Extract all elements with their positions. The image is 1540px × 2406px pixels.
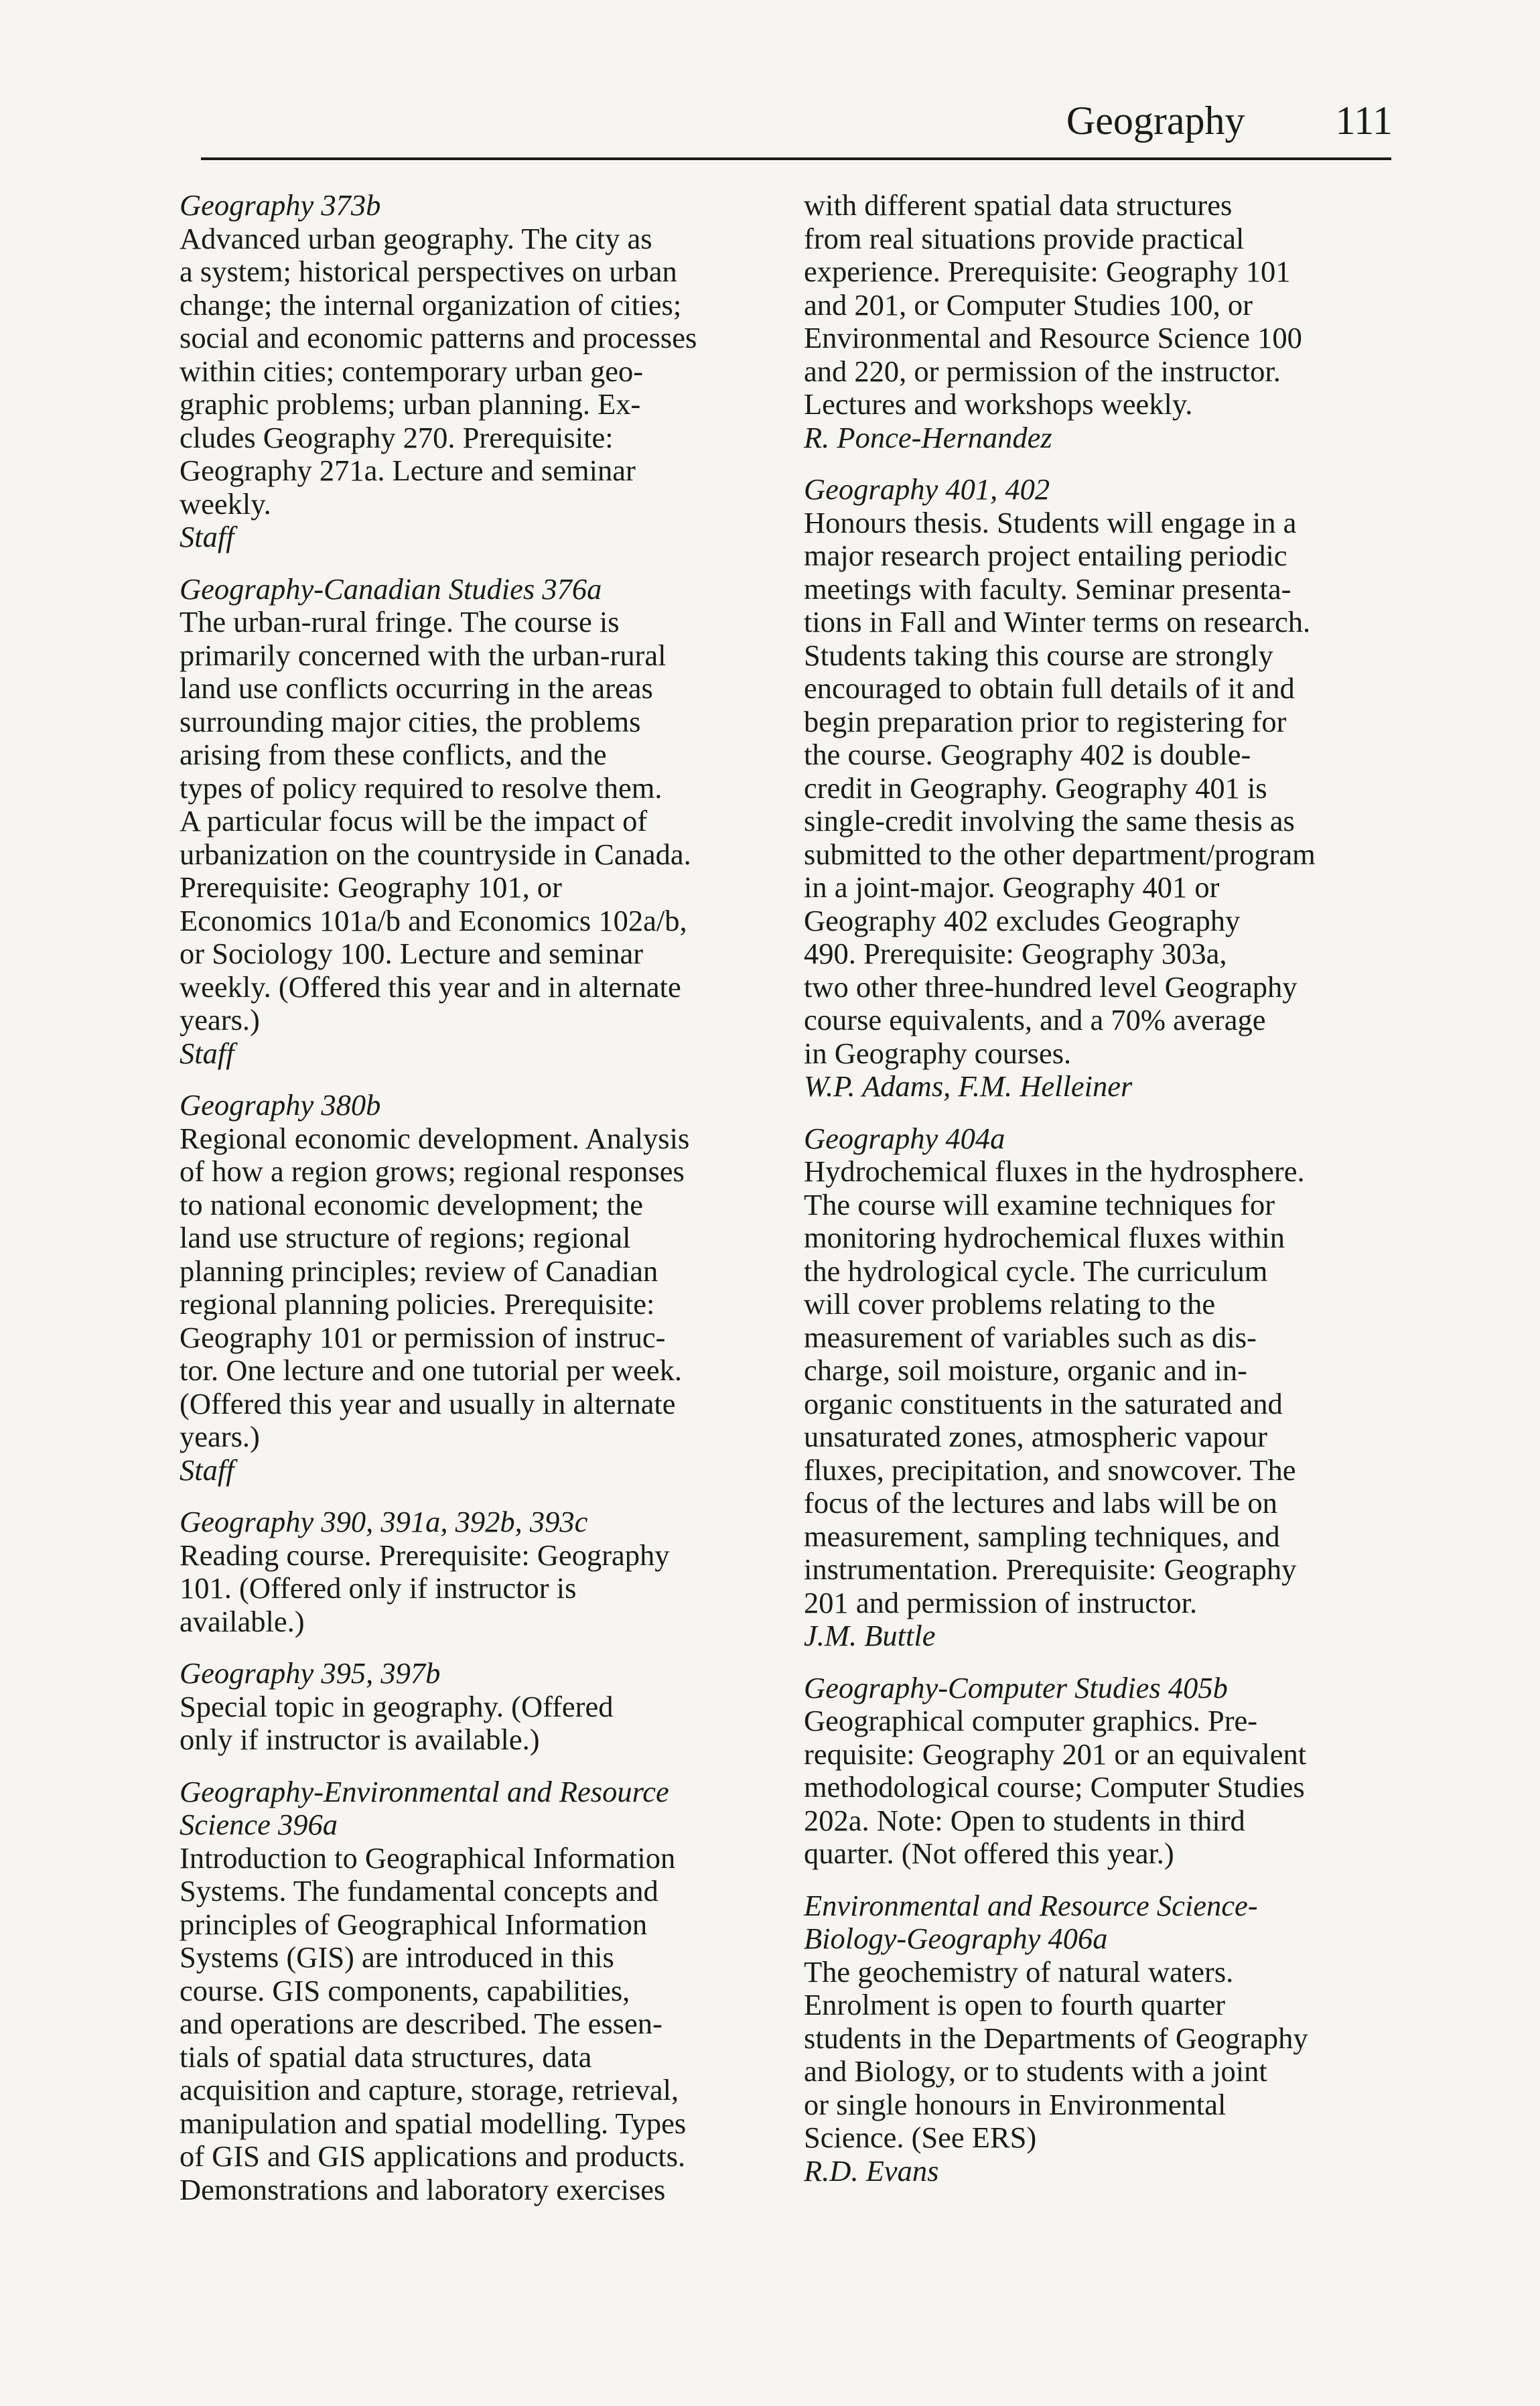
course-description: Special topic in geography. (Offered only if instructor is available.) (180, 1689, 614, 1756)
course-instructor: Staff (180, 1036, 234, 1070)
course-entry-geography-376a (180, 573, 782, 1071)
course-instructor: R.D. Evans (804, 2153, 939, 2188)
course-entry-ers-406a (804, 1889, 1407, 2188)
course-description: Regional economic development. Analysis of how a region grows; regional responses to national economic development; the land use structure of regions; regional planning principles; review of Canadian regional planning policies. Prerequisite: Geography 101 or permission of instruc- tor. One lecture and one tutorial per week. (Offered this year and usually in alternate years.) (180, 1121, 690, 1453)
course-entry-geography-395 (180, 1657, 782, 1757)
course-description: The urban-rural fringe. The course is primarily concerned with the urban-rural land use conflicts occurring in the areas surrounding major cities, the problems arising from these conflicts, and the types of policy required to resolve them. A particular focus will be the impact of urbanization on the countryside in Canada. Prerequisite: Geography 101, or Economics 101a/b and Economics 102a/b, or Sociology 100. Lecture and seminar weekly. (Offered this year and in alternate years.) (180, 605, 691, 1037)
course-title: Geography-Canadian Studies 376a (180, 572, 602, 606)
right-column (804, 189, 1407, 2206)
course-description: The geochemistry of natural waters. Enrolment is open to fourth quarter students in the Departments of Geography and Biology, or to students with a joint or single honours in Environmental Science. (See ERS) (804, 1954, 1308, 2154)
course-title: Geography 380b (180, 1088, 381, 1122)
course-title: Environmental and Resource Science- Biology-Geography 406a (804, 1888, 1258, 1955)
course-instructor: R. Ponce-Hernandez (804, 420, 1052, 454)
course-description: Introduction to Geographical Information Systems. The fundamental concepts and principles of Geographical Information Systems (GIS) are introduced in this course. GIS components, capabilities, and operations are described. The essen- tials of spatial data structures, data acquisition and capture, storage, retrieval, manipulation and spatial modelling. Types of GIS and GIS applications and products. Demonstrations and laboratory exercises (180, 1841, 687, 2206)
course-title: Geography 373b (180, 188, 381, 222)
course-title: Geography 390, 391a, 392b, 393c (180, 1505, 588, 1538)
course-description: Reading course. Prerequisite: Geography 101. (Offered only if instructor is available.) (180, 1538, 670, 1638)
course-entry-geography-396a-continued (804, 189, 1407, 454)
course-instructor: Staff (180, 520, 234, 553)
course-title: Geography 404a (804, 1121, 1005, 1155)
course-entry-geography-373b (180, 189, 782, 554)
course-instructor: Staff (180, 1453, 234, 1487)
course-entry-geography-405b (804, 1672, 1407, 1871)
course-description: Honours thesis. Students will engage in a major research project entailing periodic meetings with faculty. Seminar presenta- tions in Fall and Winter terms on research. Students taking this course are strongly encouraged to obtain full details of it and begin preparation prior to registering for the course. Geography 402 is double- credit in Geography. Geography 401 is single-credit involving the same thesis as submitted to the other department/program in a joint-major. Geography 401 or Geography 402 excludes Geography 490. Prerequisite: Geography 303a, two other three-hundred level Geography course equivalents, and a 70% average in Geography courses. (804, 505, 1316, 1070)
running-head (1066, 98, 1393, 143)
course-instructor: J.M. Buttle (804, 1619, 936, 1652)
course-instructor: W.P. Adams, F.M. Helleiner (804, 1069, 1133, 1103)
course-title: Geography 395, 397b (180, 1656, 441, 1690)
course-entry-geography-390 (180, 1506, 782, 1638)
course-entry-geography-404a (804, 1122, 1407, 1653)
section-title: Geography (1066, 98, 1245, 143)
course-description: Advanced urban geography. The city as a system; historical perspectives on urban change; the internal organization of cities; social and economic patterns and processes within cities; contemporary urban geo- graphic problems; urban planning. Ex- cludes Geography 270. Prerequisite: Geography 271a. Lecture and seminar weekly. (180, 221, 697, 521)
course-description: with different spatial data structures from real situations provide practical experience. Prerequisite: Geography 101 and 201, or Computer Studies 100, or Environmental and Resource Science 100 and 220, or permission of the instructor. Lectures and workshops weekly. (804, 188, 1302, 421)
course-title: Geography 401, 402 (804, 472, 1050, 506)
course-entry-geography-396a (180, 1776, 782, 2207)
course-description: Hydrochemical fluxes in the hydrosphere. The course will examine techniques for monitoring hydrochemical fluxes within the hydrological cycle. The curriculum will cover problems relating to the measurement of variables such as dis- charge, soil moisture, organic and in- organic constituents in the saturated and unsaturated zones, atmospheric vapour fluxes, precipitation, and snowcover. The focus of the lectures and labs will be on measurement, sampling techniques, and instrumentation. Prerequisite: Geography 201 and permission of instructor. (804, 1154, 1305, 1619)
course-entry-geography-380b (180, 1089, 782, 1487)
header-rule (201, 157, 1391, 160)
page-number: 111 (1335, 98, 1393, 143)
left-column (180, 189, 782, 2225)
course-description: Geographical computer graphics. Pre- requisite: Geography 201 or an equivalent methodological course; Computer Studies 202a. Note: Open to students in third quarter. (Not offered this year.) (804, 1704, 1307, 1870)
course-title: Geography-Environmental and Resource Science 396a (180, 1774, 669, 1841)
course-entry-geography-401-402 (804, 473, 1407, 1104)
course-title: Geography-Computer Studies 405b (804, 1670, 1228, 1705)
